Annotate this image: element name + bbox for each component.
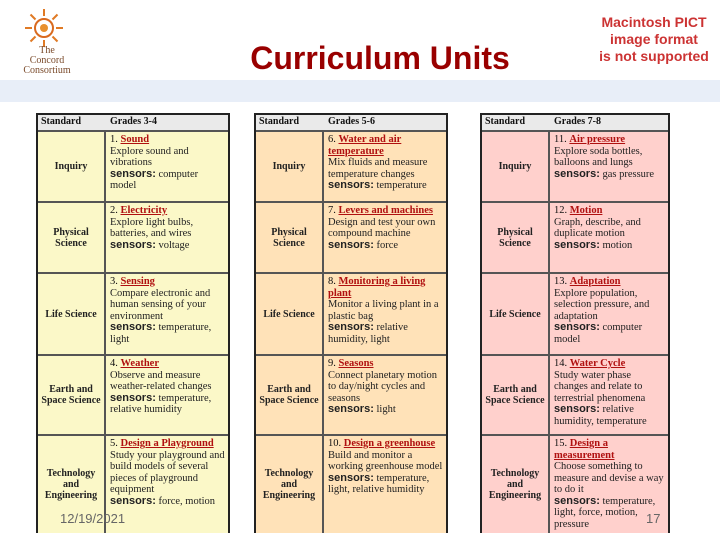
sensors-value: force, motion — [158, 495, 216, 507]
unit-cell — [550, 203, 668, 272]
unit-cell — [324, 132, 446, 201]
unit-number: 10. — [328, 438, 342, 449]
pict-unsupported-notice: Macintosh PICT image format is not supported — [599, 14, 709, 64]
unit-description: Explore population, selection pressure, and adaptation — [554, 287, 650, 322]
unit-description: Graph, describe, and duplicate motion — [554, 216, 641, 239]
standard-cell: Technology and Engineering — [38, 436, 106, 533]
unit-description: Study water phase changes and relate to terrestrial phenomena — [554, 369, 646, 404]
unit-description: Mix fluids and measure temperature changes — [328, 157, 428, 180]
unit-description: Monitor a living plant in a plastic bag — [328, 299, 439, 322]
unit-cell — [550, 356, 668, 434]
unit-cell — [324, 274, 446, 354]
table-row — [38, 272, 228, 354]
table-row — [38, 354, 228, 434]
unit-title-link[interactable]: Design a greenhouse — [343, 438, 436, 449]
unit-title-link[interactable]: Sound — [120, 134, 150, 145]
standard-cell: Life Science — [256, 274, 324, 354]
unit-number: 3. — [110, 276, 118, 287]
standard-cell: Life Science — [38, 274, 106, 354]
unit-number: 14. — [554, 358, 568, 369]
sensors-label: sensors: — [328, 321, 374, 333]
sensors-value: temperature, light, force, motion, pressure — [554, 495, 656, 530]
sensors-value: voltage — [158, 239, 190, 251]
header-grades: Grades 3-4 — [110, 116, 157, 127]
unit-description: Connect planetary motion to day/night cycles and seasons — [328, 369, 438, 404]
unit-number: 9. — [328, 358, 336, 369]
unit-number: 2. — [110, 205, 118, 216]
unit-number: 6. — [328, 134, 336, 145]
unit-description: Explore soda bottles, balloons and lungs — [554, 145, 643, 168]
table-header — [482, 115, 668, 131]
unit-cell — [106, 356, 228, 434]
unit-number: 8. — [328, 276, 336, 287]
unit-number: 4. — [110, 358, 118, 369]
sensors-label: sensors: — [110, 494, 156, 507]
unit-title-link[interactable]: Weather — [120, 358, 159, 369]
unit-number: 12. — [554, 205, 568, 216]
unit-title-link[interactable]: Adaptation — [569, 276, 621, 287]
unit-cell — [106, 203, 228, 272]
table-row — [38, 201, 228, 272]
unit-title-link[interactable]: Design a Playground — [120, 438, 214, 449]
unit-cell — [324, 356, 446, 434]
unit-number: 11. — [554, 134, 567, 145]
table-row — [256, 434, 446, 533]
table-row — [38, 130, 228, 201]
sensors-value: computer model — [110, 168, 199, 191]
sensors-value: relative humidity, light — [328, 322, 408, 345]
sensors-value: motion — [602, 239, 633, 251]
standard-cell: Earth and Space Science — [256, 356, 324, 434]
unit-number: 5. — [110, 438, 118, 449]
header-grades: Grades 7-8 — [554, 116, 601, 127]
sensors-value: temperature, light — [110, 322, 212, 345]
title-band — [0, 80, 720, 102]
header-standard: Standard — [41, 116, 82, 127]
sensors-label: sensors: — [328, 238, 374, 251]
unit-description: Explore sound and vibrations — [110, 145, 189, 168]
unit-title-link[interactable]: Design a measurement — [554, 438, 615, 461]
unit-title-link[interactable]: Seasons — [338, 358, 374, 369]
sensors-label: sensors: — [110, 391, 156, 404]
unit-cell — [550, 274, 668, 354]
unit-title-link[interactable]: Monitoring a living plant — [328, 276, 426, 299]
sensors-value: gas pressure — [602, 168, 655, 180]
table-row — [256, 130, 446, 201]
standard-cell: Earth and Space Science — [482, 356, 550, 434]
unit-cell — [106, 274, 228, 354]
standard-cell: Physical Science — [482, 203, 550, 272]
sensors-value: force — [376, 239, 399, 251]
sensors-label: sensors: — [554, 167, 600, 180]
sensors-value: relative humidity, temperature — [554, 404, 647, 427]
sensors-label: sensors: — [554, 321, 600, 333]
unit-number: 1. — [110, 134, 118, 145]
sensors-label: sensors: — [328, 471, 374, 484]
grades-7-8-table — [480, 113, 670, 533]
sensors-label: sensors: — [110, 238, 156, 251]
table-row — [256, 201, 446, 272]
sensors-value: temperature — [376, 180, 427, 191]
unit-number: 15. — [554, 438, 568, 449]
table-header — [38, 115, 228, 131]
unit-description: Compare electronic and human sensing of your environment — [110, 287, 211, 322]
unit-description: Explore light bulbs, batteries, and wires — [110, 216, 194, 239]
unit-title-link[interactable]: Electricity — [120, 205, 168, 216]
table-row — [482, 272, 668, 354]
standard-cell: Physical Science — [38, 203, 106, 272]
sensors-value: temperature, light, relative humidity — [328, 472, 430, 495]
grades-5-6-table — [254, 113, 448, 533]
unit-description: Build and monitor a working greenhouse model — [328, 449, 443, 472]
table-row — [482, 130, 668, 201]
header-standard: Standard — [259, 116, 300, 127]
unit-cell — [106, 132, 228, 201]
footer-page-number: 17 — [646, 511, 661, 526]
unit-cell — [324, 203, 446, 272]
sensors-label: sensors: — [328, 403, 374, 415]
footer-date: 12/19/2021 — [60, 511, 126, 526]
standard-cell: Technology and Engineering — [256, 436, 324, 533]
unit-description: Observe and measure weather-related changes — [110, 369, 212, 392]
grades-3-4-table — [36, 113, 230, 533]
sensors-label: sensors: — [110, 321, 156, 333]
unit-title-link[interactable]: Water Cycle — [569, 358, 626, 369]
unit-description: Study your playground and build models of several pieces of playground equipment — [110, 449, 225, 495]
concord-consortium-logo — [6, 6, 76, 76]
slide-title: Curriculum Units — [250, 40, 510, 76]
sensors-label: sensors: — [554, 494, 600, 507]
unit-cell — [324, 436, 446, 533]
table-row — [256, 272, 446, 354]
unit-cell — [550, 132, 668, 201]
unit-number: 13. — [554, 276, 568, 287]
logo-text: The Concord Consortium — [23, 45, 71, 76]
standard-cell: Physical Science — [256, 203, 324, 272]
standard-cell: Inquiry — [482, 132, 550, 201]
header-grades: Grades 5-6 — [328, 116, 375, 127]
sensors-label: sensors: — [110, 167, 156, 180]
unit-number: 7. — [328, 205, 336, 216]
unit-title-link[interactable]: Sensing — [120, 276, 155, 287]
header-standard: Standard — [485, 116, 526, 127]
sensors-label: sensors: — [328, 179, 374, 191]
table-row — [256, 354, 446, 434]
sensors-value: computer model — [554, 322, 643, 345]
standard-cell: Technology and Engineering — [482, 436, 550, 533]
table-header — [256, 115, 446, 131]
sensors-value: temperature, relative humidity — [110, 392, 212, 415]
unit-description: Choose something to measure and devise a way to do it — [554, 461, 664, 495]
standard-cell: Life Science — [482, 274, 550, 354]
unit-title-link[interactable]: Motion — [569, 205, 603, 216]
standard-cell: Inquiry — [256, 132, 324, 201]
unit-title-link[interactable]: Water and air temperature — [328, 134, 402, 157]
sensors-label: sensors: — [554, 238, 600, 251]
table-row — [482, 434, 668, 533]
unit-description: Design and test your own compound machine — [328, 216, 436, 239]
standard-cell: Earth and Space Science — [38, 356, 106, 434]
standard-cell: Inquiry — [38, 132, 106, 201]
sensors-value: light — [376, 404, 396, 415]
unit-title-link[interactable]: Air pressure — [569, 134, 626, 145]
sensors-label: sensors: — [554, 403, 600, 415]
table-row — [482, 201, 668, 272]
unit-title-link[interactable]: Levers and machines — [338, 205, 433, 216]
table-row — [482, 354, 668, 434]
